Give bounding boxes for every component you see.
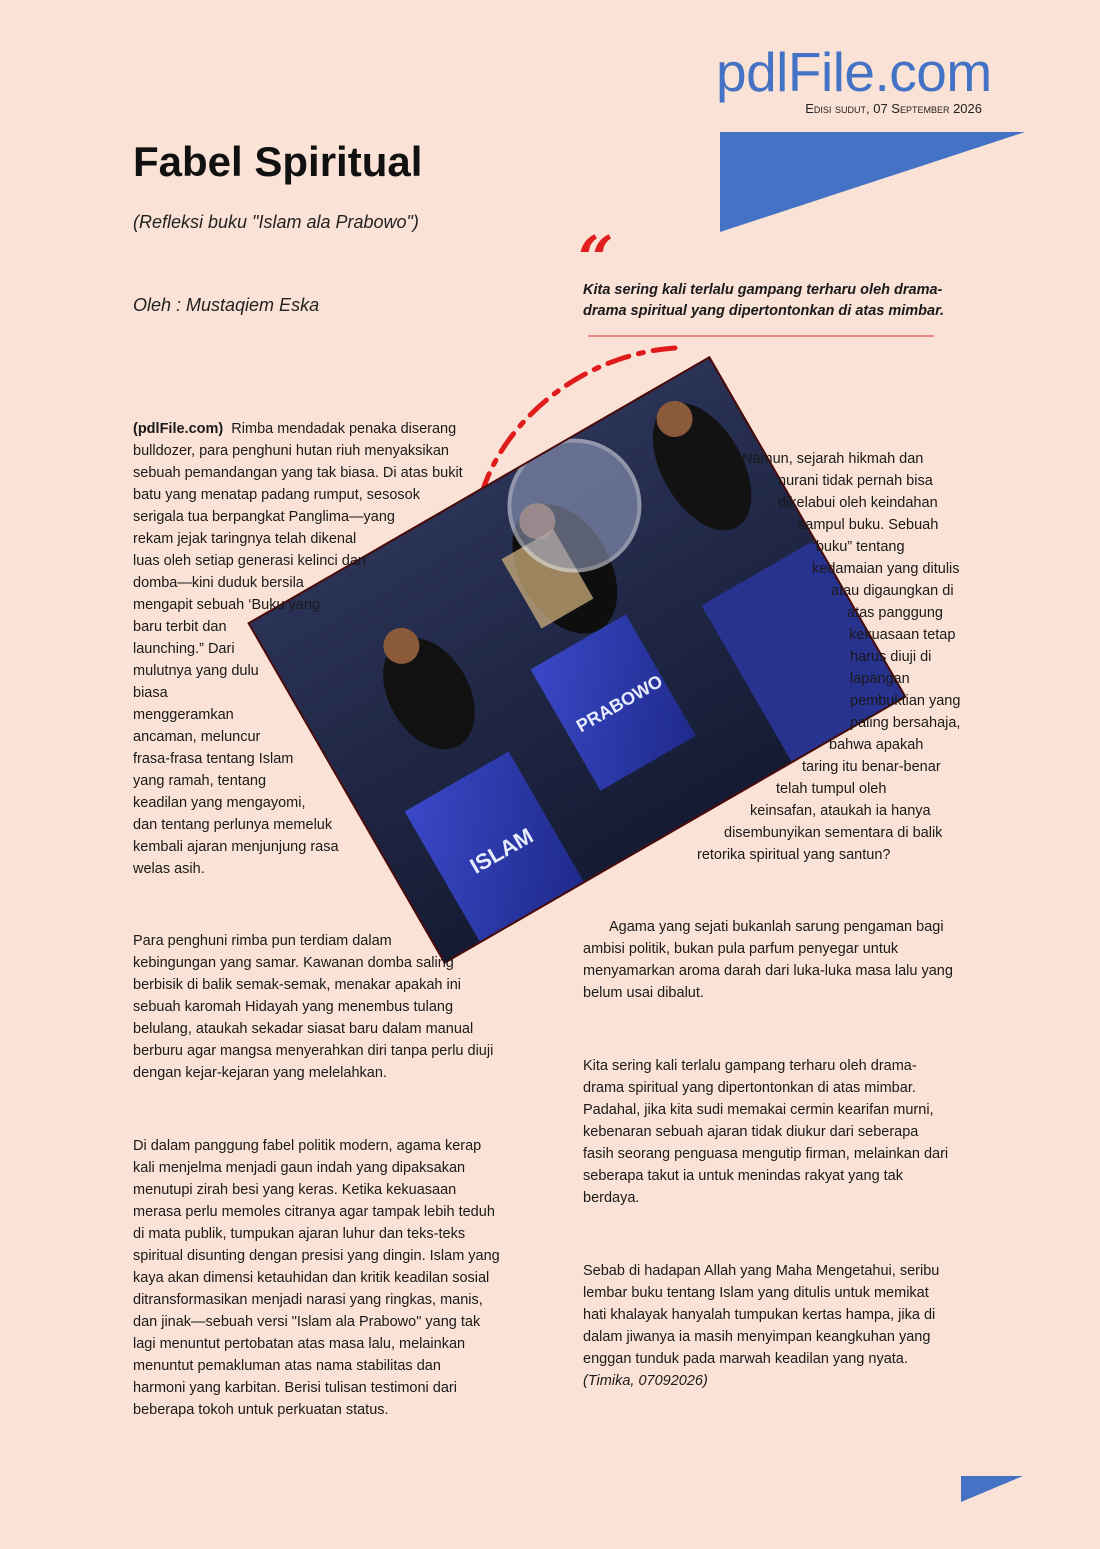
text-line: berdaya.: [583, 1190, 640, 1206]
blue-banner-shape: [720, 132, 1025, 232]
text-line: atau digaungkan di: [831, 583, 954, 599]
text-line: lapangan: [850, 671, 910, 687]
text-line: mengapit sebuah ‘Buku yang: [133, 597, 321, 613]
text-line: baru terbit dan: [133, 619, 227, 635]
text-line: ancaman, meluncur: [133, 729, 261, 745]
text-line: seberapa takut ia untuk menindas rakyat yang tak: [583, 1168, 903, 1184]
text-line: Sebab di hadapan Allah yang Maha Mengetahui, seribu: [583, 1263, 940, 1279]
text-line: batu yang menatap padang rumput, sesosok: [133, 487, 420, 503]
article-byline: Oleh : Mustaqiem Eska: [133, 295, 320, 315]
text-line: biasa: [133, 685, 168, 701]
text-line: Agama yang sejati bukanlah sarung pengaman bagi: [609, 919, 944, 935]
text-line: sebuah karomah Hidayah yang menembus tulang: [133, 999, 454, 1015]
text-line: kedamaian yang ditulis: [812, 561, 960, 577]
text-line: belum usai dibalut.: [583, 985, 704, 1001]
article-title: Fabel Spiritual: [133, 138, 423, 185]
text-line: ditransformasikan menjadi narasi yang ringkas, manis,: [133, 1292, 483, 1308]
text-line: domba—kini duduk bersila: [133, 575, 304, 591]
text-line: Para penghuni rimba pun terdiam dalam: [133, 933, 392, 949]
quote-mark-icon: “: [578, 222, 614, 295]
edition-date: Edisi sudut, 07 September 2026: [805, 101, 982, 116]
text-line: kekuasaan tetap: [849, 627, 956, 643]
text-line: belulang, ataukah sekadar siasat baru dalam manual: [133, 1021, 474, 1037]
text-line: launching.” Dari: [133, 641, 235, 657]
text-line: bahwa apakah: [829, 737, 924, 753]
paragraph-1: [133, 418, 463, 880]
text-line: luas oleh setiap generasi kelinci dan: [133, 553, 366, 569]
text-line: enggan tunduk pada marwah keadilan yang nyata.: [583, 1351, 908, 1367]
text-line: beberapa tokoh untuk perkuatan status.: [133, 1402, 389, 1418]
text-line: disembunyikan sementara di balik: [724, 825, 943, 841]
paragraph-right-wrap: [695, 448, 970, 866]
text-line: yang ramah, tentang: [133, 773, 267, 789]
text-line: mulutnya yang dulu: [133, 663, 259, 679]
text-line: spiritual disunting dengan presisi yang dingin. Islam yang: [133, 1248, 500, 1264]
text-line: di mata publik, tumpukan ajaran luhur dan teks-teks: [133, 1226, 466, 1242]
text-line: kembali ajaran menjunjung rasa: [133, 839, 339, 855]
text-line: kebingungan yang samar. Kawanan domba saling: [133, 955, 454, 971]
text-line: keadilan yang mengayomi,: [133, 795, 306, 811]
paragraph-4: [583, 916, 973, 1004]
text-line: sampul buku. Sebuah: [798, 517, 939, 533]
paragraph-5: [583, 1055, 973, 1209]
text-line: dengan kejar-kejaran yang melelahkan.: [133, 1065, 387, 1081]
article-subtitle: (Refleksi buku "Islam ala Prabowo"): [133, 212, 419, 232]
text-line: serigala tua berpangkat Panglima—yang: [133, 509, 395, 525]
paragraph-2: [133, 930, 518, 1084]
text-line: harmoni yang karbitan. Berisi tulisan testimoni dari: [133, 1380, 457, 1396]
signoff: (Timika, 07092026): [583, 1373, 708, 1389]
photo-book-text: ISLAM: [465, 822, 538, 879]
text-line: paling bersahaja,: [850, 715, 961, 731]
paragraph-3: [133, 1135, 523, 1421]
text-line: atas panggung: [847, 605, 943, 621]
text-line: “buku” tentang: [811, 539, 905, 555]
text-line: taring itu benar-benar: [802, 759, 941, 775]
text-line: menutupi zirah besi yang keras. Ketika kekuasaan: [133, 1182, 457, 1198]
text-line: harus diuji di: [850, 649, 932, 665]
text-line: berburu agar mangsa menyerahkan diri tanpa perlu diuji: [133, 1043, 494, 1059]
text-line: Padahal, jika kita sudi memakai cermin kearifan murni,: [583, 1102, 934, 1118]
text-line: kebenaran sebuah ajaran tidak diukur dari seberapa: [583, 1124, 919, 1140]
text-line: merasa perlu memoles citranya agar tampak lebih teduh: [133, 1204, 495, 1220]
corner-triangle-shape: [961, 1476, 1023, 1502]
text-line: berbisik di balik semak-semak, menakar apakah ini: [133, 977, 462, 993]
text-line: nurani tidak pernah bisa: [778, 473, 933, 489]
text-line: dan tentang perlunya memeluk: [133, 817, 333, 833]
text-line: menggeramkan: [133, 707, 234, 723]
text-line: welas asih.: [133, 861, 205, 877]
text-line: retorika spiritual yang santun?: [697, 847, 891, 863]
text-line: dikelabui oleh keindahan: [778, 495, 938, 511]
text-line: rekam jejak taringnya telah dikenal: [133, 531, 357, 547]
text-line: fasih seorang penguasa mengutip firman, melainkan dari: [583, 1146, 949, 1162]
photo-book-text-2: PRABOWO: [572, 670, 667, 737]
site-logo: pdlFile.com: [716, 41, 992, 103]
text-line: Di dalam panggung fabel politik modern, agama kerap: [133, 1138, 482, 1154]
text-line: menuntut pemakluman atas nama stabilitas dan: [133, 1358, 441, 1374]
text-line: Namun, sejarah hikmah dan: [742, 451, 924, 467]
text-line: bulldozer, para penghuni hutan riuh menyaksikan: [133, 443, 449, 459]
paragraph-1-line-1: (pdlFile.com) Rimba mendadak penaka diserang: [133, 421, 457, 437]
text-line: kaya akan dimensi ketauhidan dan kritik keadilan sosial: [133, 1270, 490, 1286]
paragraph-6: [583, 1260, 973, 1392]
pull-quote: Kita sering kali terlalu gampang terharu oleh drama-drama spiritual yang dipertontonkan di atas mimbar.: [583, 282, 944, 319]
text-line: kali menjelma menjadi gaun indah yang dipaksakan: [133, 1160, 466, 1176]
text-line: keinsafan, ataukah ia hanya: [750, 803, 931, 819]
text-line: frasa-frasa tentang Islam: [133, 751, 294, 767]
text-line: Kita sering kali terlalu gampang terharu oleh drama-: [583, 1058, 917, 1074]
text-line: pembuktian yang: [850, 693, 961, 709]
text-line: hati khalayak hanyalah tumpukan kertas hampa, jika di: [583, 1307, 936, 1323]
text-line: drama spiritual yang dipertontonkan di atas mimbar.: [583, 1080, 916, 1096]
text-line: telah tumpul oleh: [776, 781, 887, 797]
text-line: ambisi politik, bukan pula parfum penyegar untuk: [583, 941, 899, 957]
text-line: menyamarkan aroma darah dari luka-luka masa lalu yang: [583, 963, 953, 979]
text-line: lagi menuntut pertobatan atas masa lalu, melainkan: [133, 1336, 466, 1352]
dateline: (pdlFile.com): [133, 421, 224, 437]
text-line: dalam jiwanya ia masih menyimpan keangkuhan yang: [583, 1329, 931, 1345]
text-line: lembar buku tentang Islam yang ditulis untuk memikat: [583, 1285, 929, 1301]
text-line: dan jinak—sebuah versi "Islam ala Prabowo" yang tak: [133, 1314, 481, 1330]
text-line: sebuah pemandangan yang tak biasa. Di atas bukit: [133, 465, 463, 481]
